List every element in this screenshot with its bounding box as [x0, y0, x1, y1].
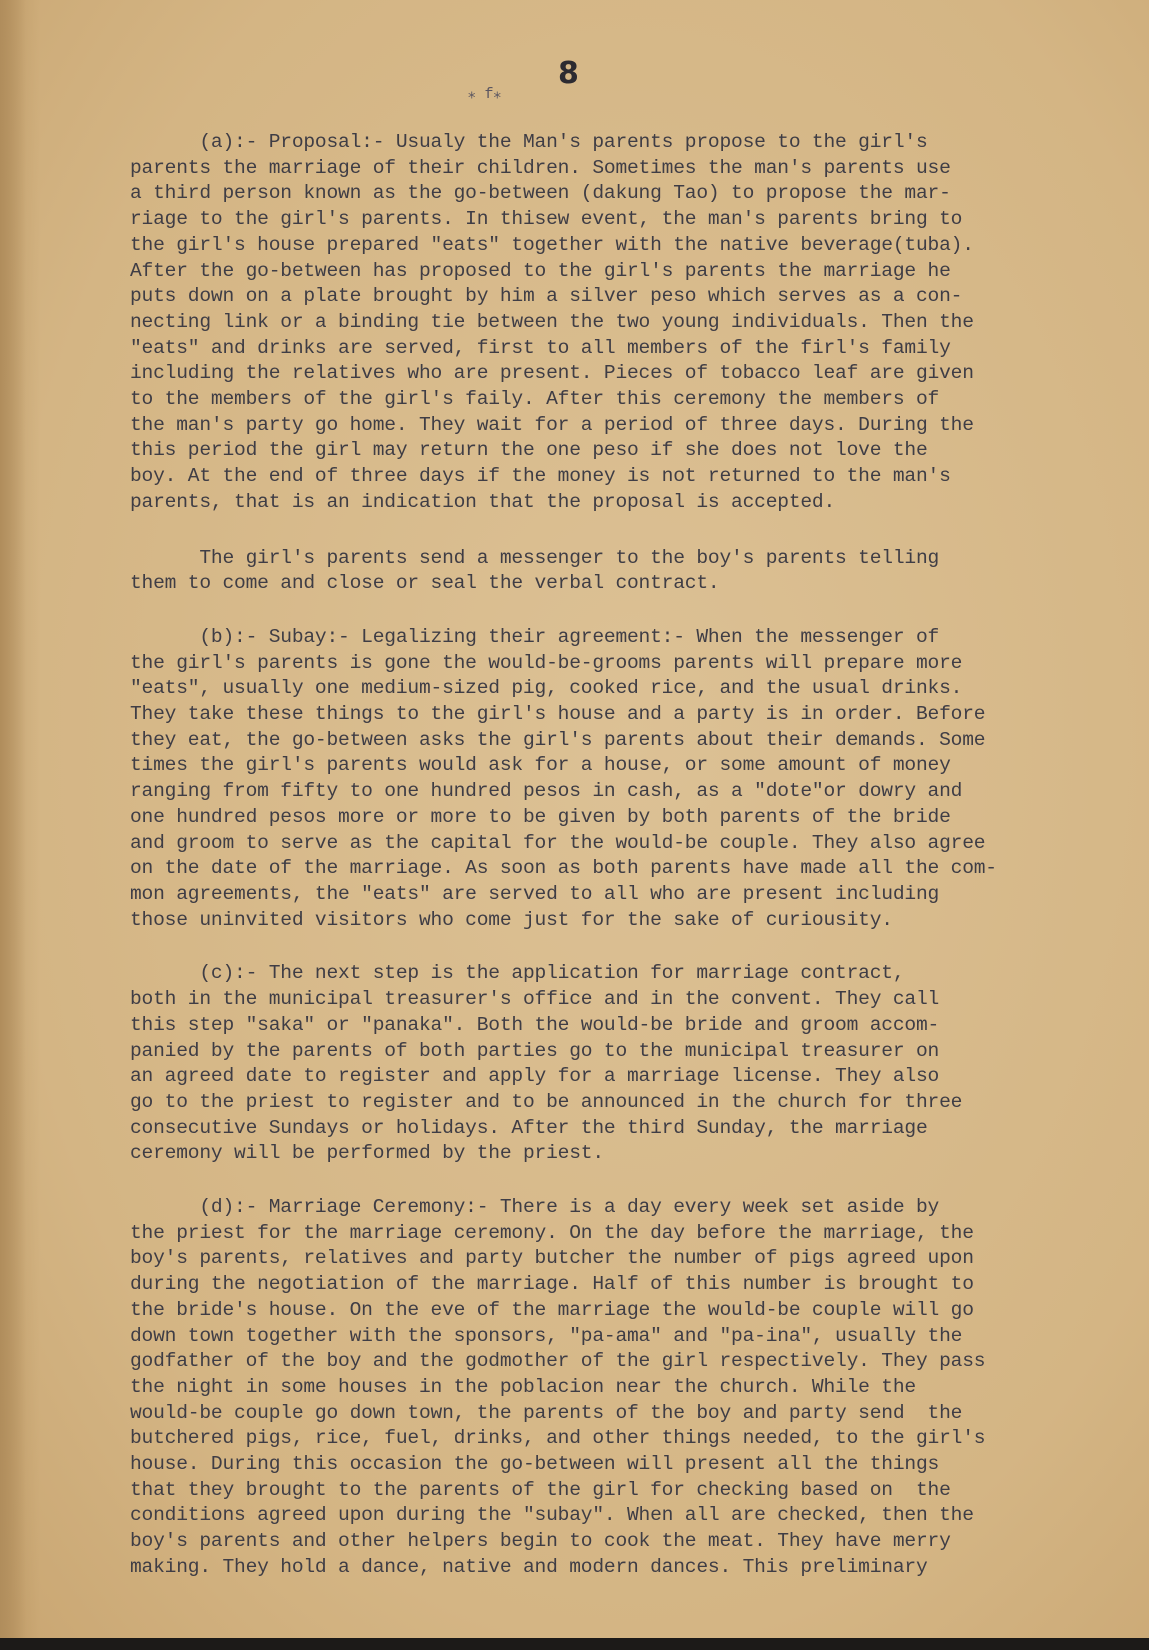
text-line: and groom to serve as the capital for the would-be couple. They also agree — [130, 831, 986, 854]
text-line: the girl's house prepared "eats" together with the native beverage(tuba). — [130, 233, 974, 256]
text-line: down town together with the sponsors, "pa-ama" and "pa-ina", usually the — [130, 1324, 963, 1347]
paragraph-spacer — [130, 597, 1085, 625]
text-line: making. They hold a dance, native and modern dances. This preliminary — [130, 1555, 928, 1578]
text-line: go to the priest to register and to be announced in the church for three — [130, 1090, 963, 1113]
text-line: (d):- Marriage Ceremony:- There is a day every week set aside by — [130, 1196, 940, 1219]
text-line: both in the municipal treasurer's office and in the convent. They call — [130, 988, 940, 1011]
header-marker: ⁎ f⁎ — [468, 86, 502, 103]
text-line: the night in some houses in the poblacion near the church. While the — [130, 1375, 916, 1398]
text-line: ranging from fifty to one hundred pesos in cash, as a "dote"or dowry and — [130, 780, 963, 803]
text-line: including the relatives who are present. Pieces of tobacco leaf are given — [130, 362, 974, 385]
paragraph-spacer — [130, 516, 1085, 546]
text-line: those uninvited visitors who come just for the sake of curiousity. — [130, 908, 893, 931]
text-line: conditions agreed upon during the "subay". When all are checked, then the — [130, 1504, 974, 1527]
text-line: godfather of the boy and the godmother of the girl respectively. They pass — [130, 1350, 986, 1373]
text-line: would-be couple go down town, the parents of the boy and party send the — [130, 1401, 963, 1424]
paragraph-a — [130, 130, 1085, 516]
text-line: (a):- Proposal:- Usualy the Man's parents propose to the girl's — [130, 131, 928, 153]
paper-left-edge — [0, 0, 26, 1650]
text-line: times the girl's parents would ask for a house, or some amount of money — [130, 754, 951, 777]
text-line: mon agreements, the "eats" are served to all who are present including — [130, 882, 940, 905]
text-line: the man's party go home. They wait for a period of three days. During the — [130, 413, 974, 436]
page-number: 8 — [558, 56, 579, 91]
text-line: "eats" and drinks are served, first to all members of the firl's family — [130, 336, 951, 359]
text-line: ceremony will be performed by the priest. — [130, 1142, 604, 1165]
paper-bottom-edge — [0, 1638, 1149, 1650]
text-line: (c):- The next step is the application for marriage contract, — [130, 962, 905, 985]
text-line: consecutive Sundays or holidays. After the third Sunday, the marriage — [130, 1116, 928, 1139]
text-line: The girl's parents send a messenger to the boy's parents telling — [130, 546, 940, 569]
text-line: parents, that is an indication that the proposal is accepted. — [130, 490, 836, 513]
text-line: this period the girl may return the one peso if she does not love the — [130, 439, 928, 462]
text-line: them to come and close or seal the verbal contract. — [130, 572, 720, 595]
text-line: to the members of the girl's faily. After this ceremony the members of — [130, 388, 940, 411]
paragraph-spacer — [130, 1167, 1085, 1195]
text-line: boy. At the end of three days if the money is not returned to the man's — [130, 465, 951, 488]
text-line: butchered pigs, rice, fuel, drinks, and other things needed, to the girl's — [130, 1427, 986, 1450]
paragraph-d — [130, 1195, 1085, 1581]
text-line: (b):- Subay:- Legalizing their agreement:- When the messenger of — [130, 625, 940, 648]
text-line: puts down on a plate brought by him a silver peso which serves as a con- — [130, 285, 963, 308]
paragraph-b — [130, 625, 1085, 933]
text-line: on the date of the marriage. As soon as both parents have made all the com- — [130, 857, 997, 880]
page-header — [460, 56, 660, 103]
text-line: They take these things to the girl's house and a party is in order. Before — [130, 703, 986, 726]
text-line: house. During this occasion the go-between will present all the things — [130, 1453, 940, 1476]
text-line: boy's parents and other helpers begin to cook the meat. They have merry — [130, 1530, 951, 1553]
paragraph-messenger — [130, 546, 1085, 597]
text-line: they eat, the go-between asks the girl's parents about their demands. Some — [130, 728, 986, 751]
text-line: the priest for the marriage ceremony. On the day before the marriage, the — [130, 1221, 974, 1244]
text-line: After the go-between has proposed to the girl's parents the marriage he — [130, 259, 951, 282]
paragraph-spacer — [130, 933, 1085, 961]
text-line: parents the marriage of their children. Sometimes the man's parents use — [130, 156, 951, 179]
text-line: the bride's house. On the eve of the marriage the would-be couple will go — [130, 1298, 974, 1321]
text-line: "eats", usually one medium-sized pig, cooked rice, and the usual drinks. — [130, 677, 963, 700]
text-line: necting link or a binding tie between the two young individuals. Then the — [130, 310, 974, 333]
text-line: that they brought to the parents of the girl for checking based on the — [130, 1478, 951, 1501]
text-line: boy's parents, relatives and party butcher the number of pigs agreed upon — [130, 1247, 974, 1270]
text-line: this step "saka" or "panaka". Both the would-be bride and groom accom- — [130, 1013, 940, 1036]
text-line: during the negotiation of the marriage. Half of this number is brought to — [130, 1273, 974, 1296]
paragraph-c — [130, 961, 1085, 1167]
text-line: riage to the girl's parents. In thisew event, the man's parents bring to — [130, 208, 963, 231]
text-line: a third person known as the go-between (dakung Tao) to propose the mar- — [130, 182, 951, 205]
text-line: panied by the parents of both parties go to the municipal treasurer on — [130, 1039, 940, 1062]
body-text — [130, 130, 1085, 1581]
text-line: an agreed date to register and apply for a marriage license. They also — [130, 1065, 940, 1088]
text-line: the girl's parents is gone the would-be-grooms parents will prepare more — [130, 651, 963, 674]
text-line: one hundred pesos more or more to be given by both parents of the bride — [130, 805, 951, 828]
